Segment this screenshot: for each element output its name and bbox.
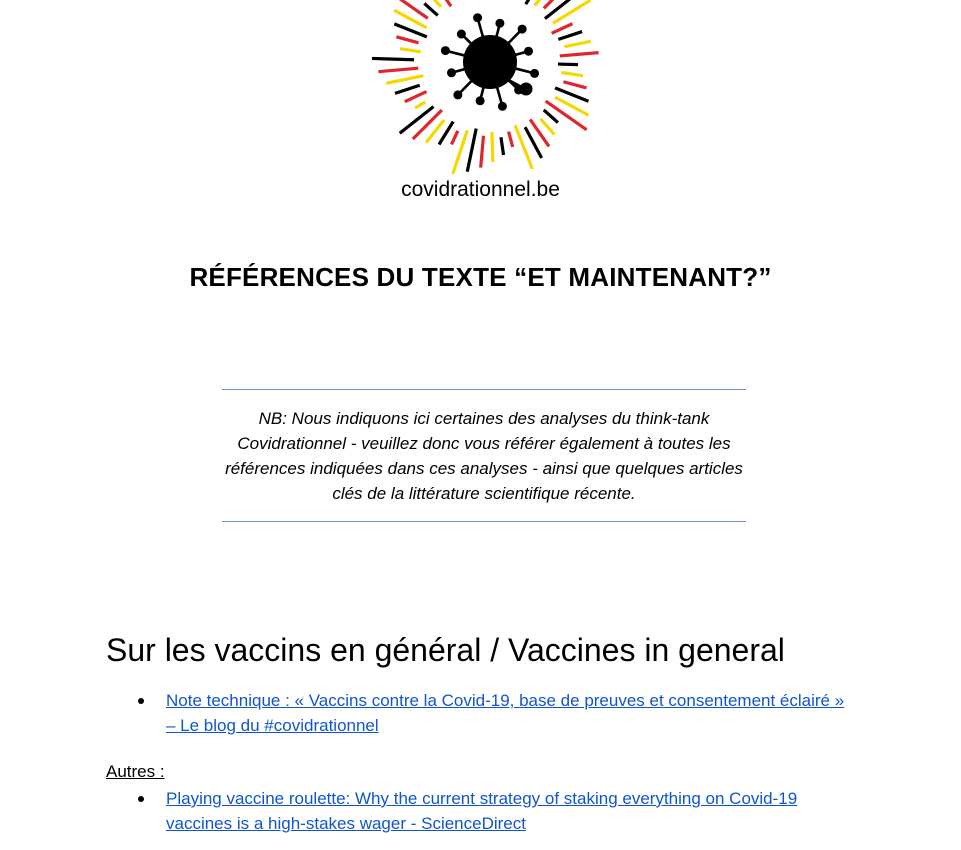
logo-ray bbox=[386, 76, 423, 84]
bullet-icon bbox=[138, 796, 144, 802]
note-top-rule bbox=[222, 389, 746, 390]
page-title: RÉFÉRENCES DU TEXTE “ET MAINTENANT?” bbox=[189, 262, 772, 292]
logo-ray bbox=[553, 0, 590, 23]
virus-spike-tip bbox=[530, 69, 539, 78]
logo-ray bbox=[558, 64, 578, 65]
virus-spike-tip bbox=[441, 46, 450, 55]
logo-ray bbox=[467, 129, 476, 172]
note-text: NB: Nous indiquons ici certaines des analyses du think-tank Covidrationnel - veuillez donc vous référer également à toutes les références indiquées dans ces analyses - ainsi que quelques articles clés de la littérature scientifique récente. bbox=[225, 409, 743, 503]
reference-link-note-technique[interactable]: Note technique : « Vaccins contre la Covid-19, base de preuves et consentement éclairé » – Le blog du #covidrationnel bbox=[166, 691, 845, 735]
logo-ray bbox=[424, 3, 437, 15]
logo-ray bbox=[396, 0, 428, 18]
logo-ray bbox=[400, 107, 434, 134]
list-item bbox=[136, 688, 856, 738]
list-item bbox=[136, 786, 856, 836]
others-label: Autres : bbox=[106, 762, 165, 781]
virus-spike-tip bbox=[495, 19, 504, 28]
logo-ray bbox=[540, 119, 554, 135]
logo-ray bbox=[563, 82, 586, 88]
logo-ray bbox=[561, 73, 583, 76]
logo-ray bbox=[481, 136, 484, 168]
virus-spike-tip bbox=[476, 96, 485, 105]
logo-ray bbox=[428, 0, 441, 7]
logo-ray bbox=[558, 32, 582, 40]
logo-ray bbox=[396, 37, 418, 43]
logo-ray bbox=[564, 41, 590, 46]
logo-ray bbox=[372, 58, 414, 59]
others-reference-list bbox=[136, 786, 856, 836]
virus-spike-tip bbox=[457, 30, 466, 39]
logo-ray bbox=[492, 132, 493, 162]
logo-ray bbox=[413, 110, 442, 139]
logo-ray bbox=[378, 68, 418, 71]
bullet-icon bbox=[138, 698, 144, 704]
covidrationnel-logo bbox=[370, 0, 610, 175]
logo-ray bbox=[395, 85, 420, 93]
note-bottom-rule bbox=[222, 521, 746, 522]
logo-ray bbox=[405, 92, 427, 102]
logo-ray bbox=[415, 102, 425, 108]
logo-ray bbox=[501, 137, 504, 155]
logo-ray bbox=[400, 49, 421, 52]
logo-ray bbox=[560, 53, 599, 56]
logo-ray bbox=[515, 125, 532, 169]
logo-ray bbox=[552, 24, 573, 34]
virus-spike-tip bbox=[473, 13, 482, 22]
section-heading: Sur les vaccins en général / Vaccines in general bbox=[106, 632, 785, 668]
virus-spike-tip bbox=[453, 90, 462, 99]
virus-spike-tip bbox=[524, 47, 533, 56]
virus-spike-tip bbox=[520, 83, 533, 96]
site-name: covidrationnel.be bbox=[401, 178, 560, 201]
logo-ray bbox=[509, 132, 513, 147]
virus-spike-tip bbox=[447, 68, 456, 77]
virus-spike-tip bbox=[518, 25, 527, 34]
logo-ray bbox=[544, 110, 558, 123]
virus-spike-tip bbox=[498, 102, 507, 111]
reference-link-vaccine-roulette[interactable]: Playing vaccine roulette: Why the current strategy of staking everything on Covid-19 vaccines is a high-stakes wager - ScienceDirect bbox=[166, 789, 798, 833]
reference-list bbox=[136, 688, 856, 738]
logo-ray bbox=[451, 131, 457, 145]
